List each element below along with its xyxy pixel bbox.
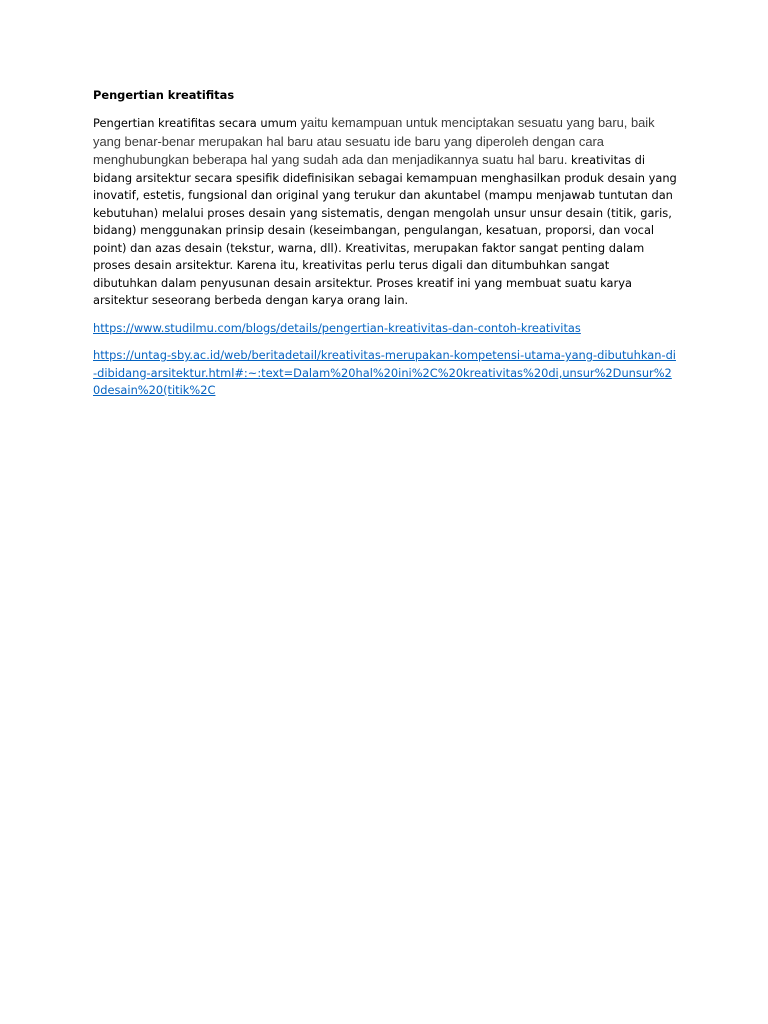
reference-link-studilmu[interactable]: https://www.studilmu.com/blogs/details/pengertian-kreativitas-dan-contoh-kreativitas bbox=[93, 320, 581, 335]
paragraph-lead: Pengertian kreatifitas secara umum bbox=[93, 116, 301, 130]
document-title: Pengertian kreatifitas bbox=[93, 88, 235, 102]
reference-link-untag[interactable]: https://untag-sby.ac.id/web/beritadetail/kreativitas-merupakan-kompetensi-utama-yang-dibutuhkan-di-dibidang-arsitektur.html#:~:text=Dalam%20hal%20ini%2C%20kreativitas%20di,unsur%2Dunsur%20desain%20(titik%2C bbox=[93, 348, 676, 397]
document-content bbox=[93, 87, 677, 410]
body-paragraph bbox=[93, 114, 677, 310]
paragraph-quoted-definition: yaitu kemampuan untuk menciptakan sesuatu yang baru, baik yang benar-benar merupakan hal baru atau sesuatu ide baru yang diperoleh dengan cara menghubungkan beberapa hal yang sudah ada dan menjadikannya suatu hal baru. bbox=[93, 115, 655, 167]
paragraph-architecture-definition: kreativitas di bidang arsitektur secara spesifik didefinisikan sebagai kemampuan menghasilkan produk desain yang inovatif, estetis, fungsional dan original yang terukur dan akuntabel (mampu menjawab tuntutan dan kebutuhan) melalui proses desain yang sistematis, dengan mengolah unsur unsur desain (titik, garis, bidang) menggunakan prinsip desain (keseimbangan, pengulangan, kesatuan, proporsi, dan vocal point) dan azas desain (tekstur, warna, dll). Kreativitas, merupakan faktor sangat penting dalam proses desain arsitektur. Karena itu, kreativitas perlu terus digali dan ditumbuhkan sangat dibutuhkan dalam penyusunan desain arsitektur. Proses kreatif ini yang membuat suatu karya arsitektur seseorang berbeda dengan karya orang lain. bbox=[93, 153, 677, 307]
